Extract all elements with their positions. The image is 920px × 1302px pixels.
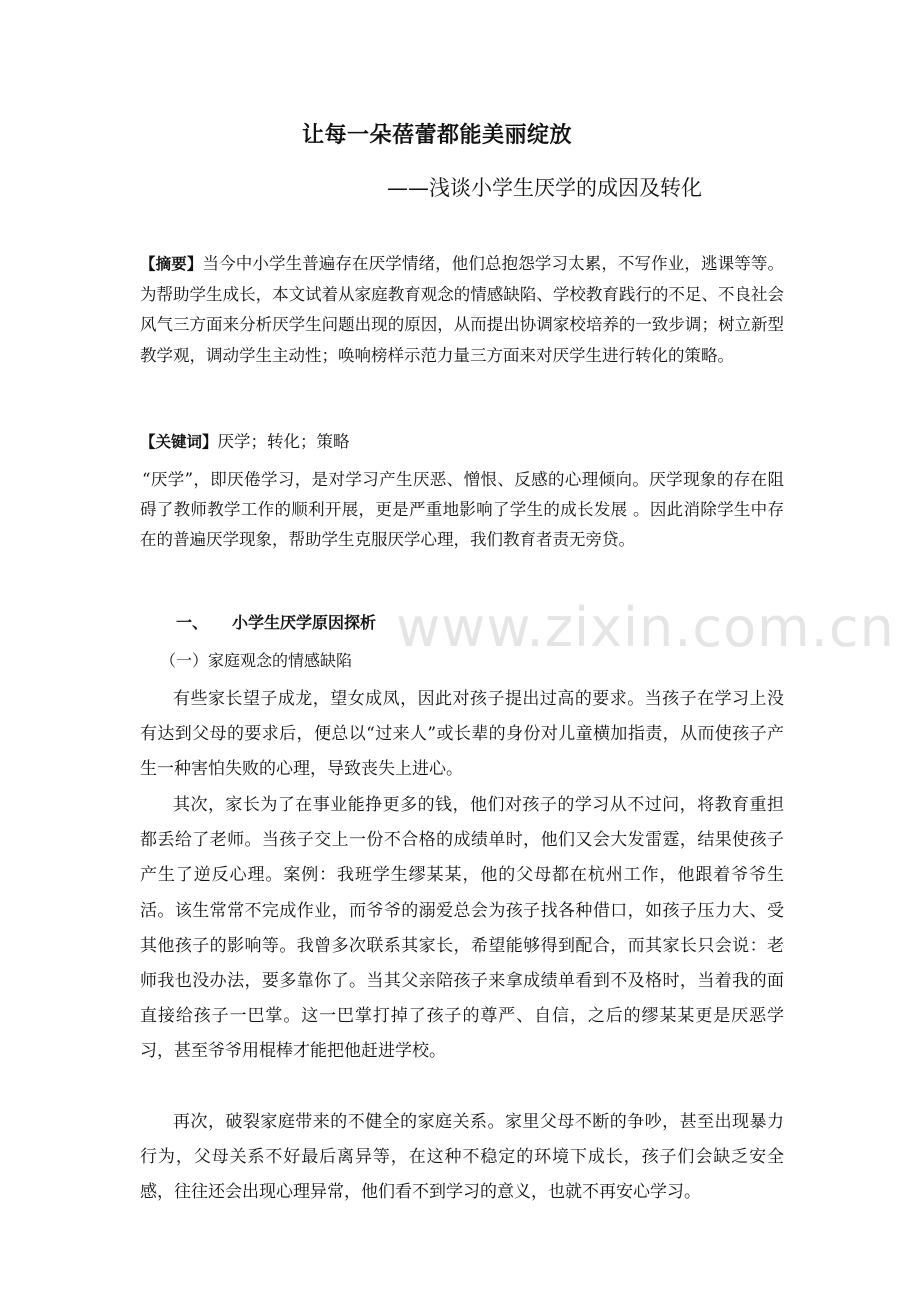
section-number: 一、 bbox=[176, 613, 209, 632]
body-paragraph-3: 再次，破裂家庭带来的不健全的家庭关系。家里父母不断的争吵，甚至出现暴力行为，父母关系不好最后离异等，在这种不稳定的环境下成长，孩子们会缺乏安全感，往往还会出现心理异常，他们看不到学习的意义，也就不再安心学习。 bbox=[140, 1112, 784, 1202]
body-paragraph-1: 有些家长望子成龙，望女成凤，因此对孩子提出过高的要求。当孩子在学习上没有达到父母的要求后，便总以“过来人”或长辈的身份对儿童横加指责，从而使孩子产生一种害怕失败的心理，导致丧失上进心。 bbox=[140, 689, 784, 779]
keywords-line bbox=[140, 427, 784, 457]
section-heading-1 bbox=[176, 610, 376, 633]
watermark: www.zixin.com.cn bbox=[396, 596, 895, 659]
document-title: 让每一朵蓓蕾都能美丽绽放 bbox=[302, 123, 573, 148]
keywords-label: 【关键词】 bbox=[140, 433, 218, 451]
body-paragraph-2: 其次，家长为了在事业能挣更多的钱，他们对孩子的学习从不过问，将教育重担都丢给了老师。当孩子交上一份不合格的成绩单时，他们又会大发雷霆，结果使孩子产生了逆反心理。案例：我班学生缪某某，他的父母都在杭州工作，他跟着爷爷生活。该生常常不完成作业，而爷爷的溺爱总会为孩子找各种借口，如孩子压力大、受其他孩子的影响等。我曾多次联系其家长，希望能够得到配合，而其家长只会说：老师我也没办法，要多靠你了。当其父亲陪孩子来拿成绩单看到不及格时，当着我的面直接给孩子一巴掌。这一巴掌打掉了孩子的尊严、自信，之后的缪某某更是厌恶学习，甚至爷爷用棍棒才能把他赶进学校。 bbox=[140, 795, 784, 1062]
abstract-paragraph bbox=[140, 249, 784, 371]
intro-paragraph: “厌学”，即厌倦学习，是对学习产生厌恶、憎恨、反感的心理倾向。厌学现象的存在阻碍了教师教学工作的顺利开展，更是严重地影响了学生的成长发展 。因此消除学生中存在的普遍厌学现象，帮助学生克服厌学心理，我们教育者责无旁贷。 bbox=[140, 470, 784, 549]
keywords-text: 厌学；转化；策略 bbox=[217, 432, 350, 451]
subsection-heading-1: （一）家庭观念的情感缺陷 bbox=[160, 651, 353, 670]
abstract-label: 【摘要】 bbox=[140, 255, 203, 273]
section-title: 小学生厌学原因探析 bbox=[232, 613, 377, 632]
abstract-text: 当今中小学生普遍存在厌学情绪，他们总抱怨学习太累，不写作业，逃课等等。为帮助学生成长，本文试着从家庭教育观念的情感缺陷、学校教育践行的不足、不良社会风气三方面来分析厌学生问题出现的原因，从而提出协调家校培养的一致步调；树立新型教学观，调动学生主动性；唤响榜样示范力量三方面来对厌学生进行转化的策略。 bbox=[140, 254, 784, 365]
document-subtitle: ——浅谈小学生厌学的成因及转化 bbox=[387, 176, 702, 200]
